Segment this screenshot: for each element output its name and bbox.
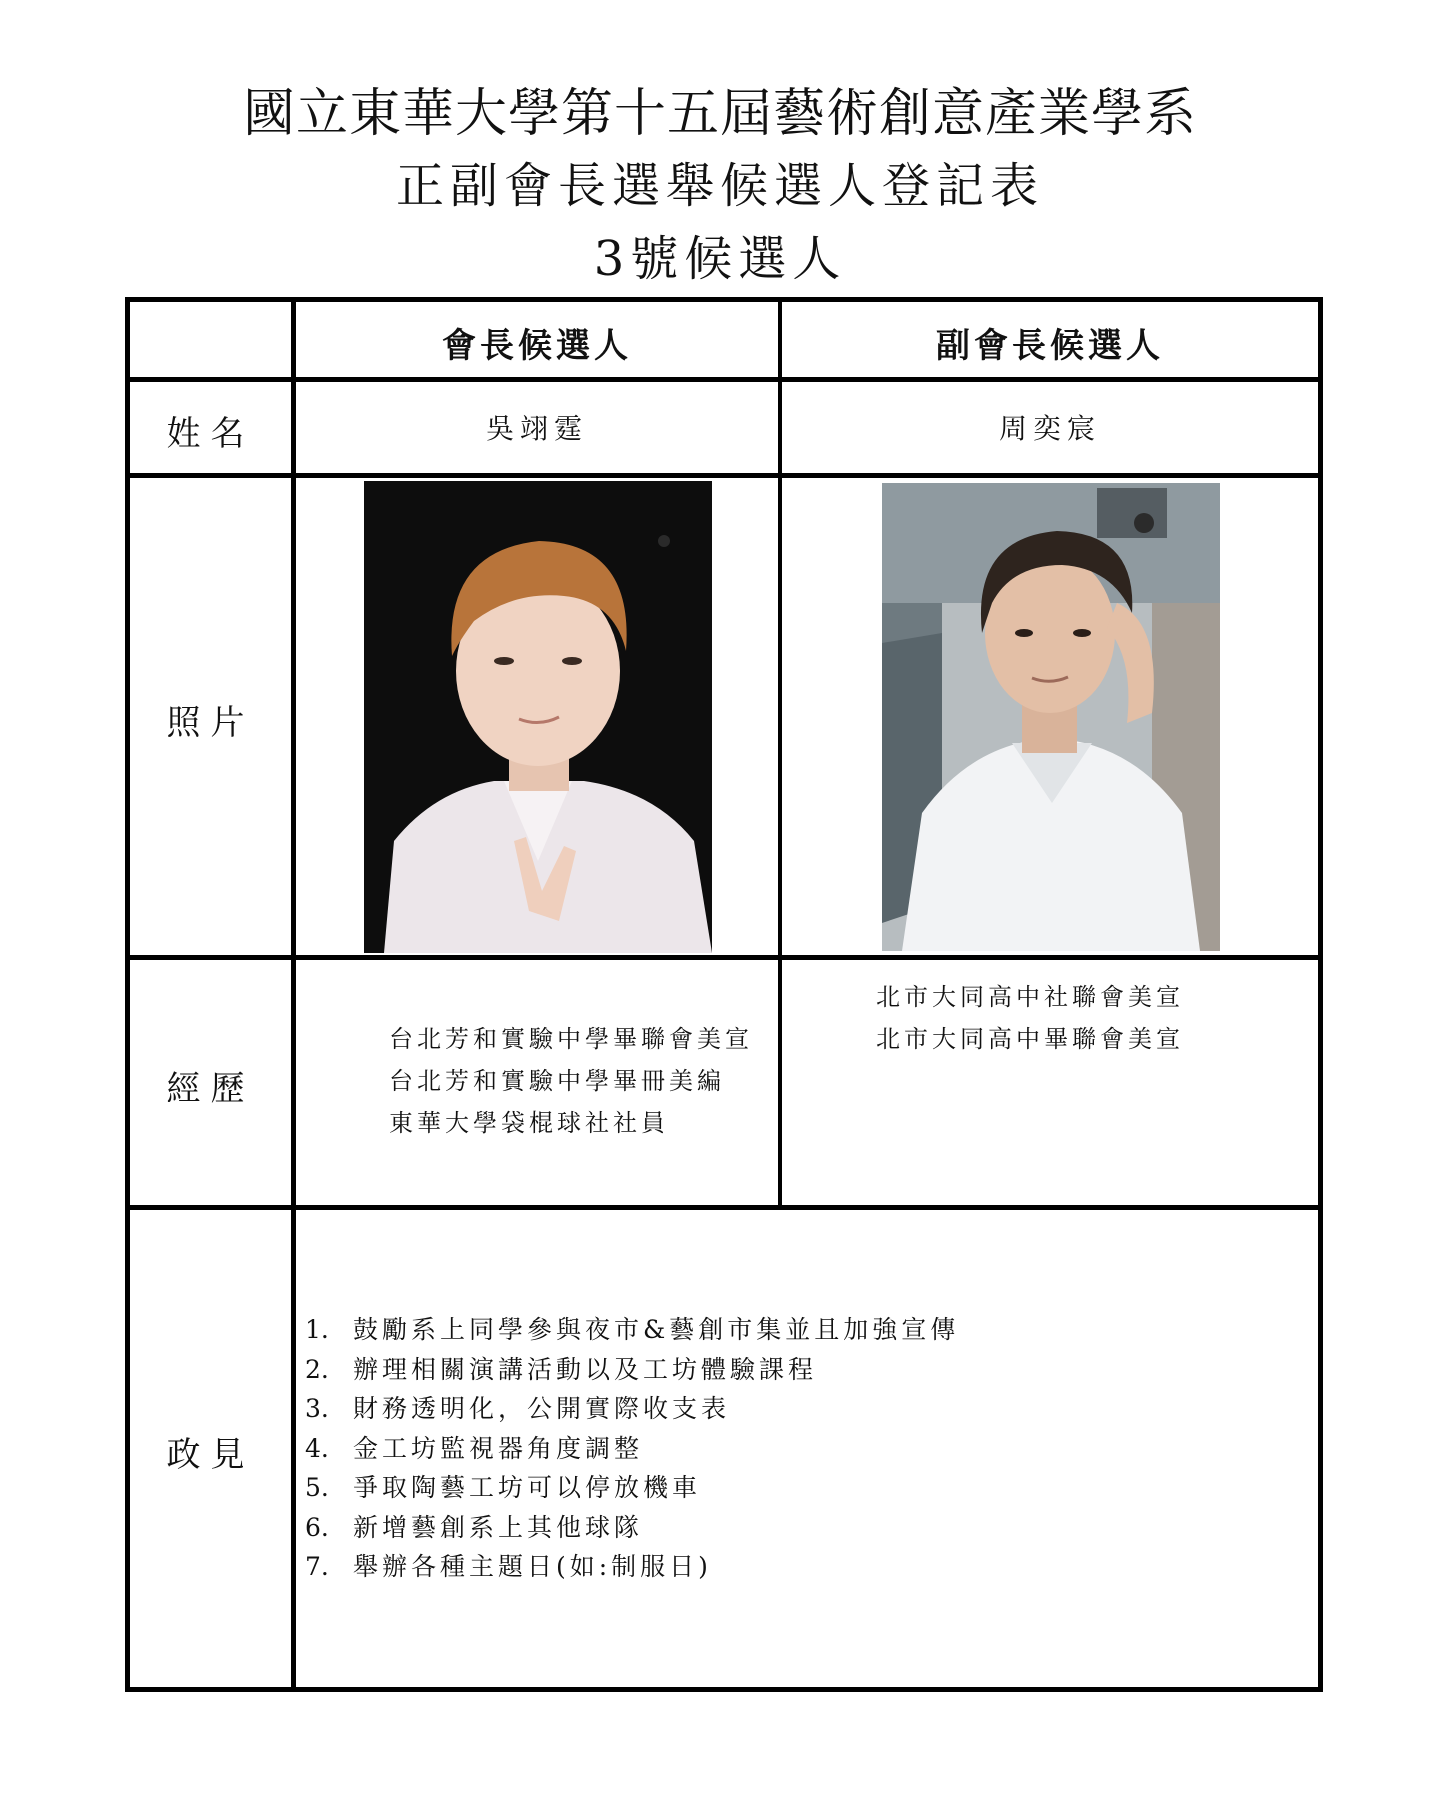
vice-experience-item: 北市大同高中畢聯會美宣: [876, 1025, 1184, 1053]
portrait-night-icon: [364, 481, 712, 953]
policy-number: 6.: [305, 1512, 329, 1542]
policy-item: [305, 1547, 959, 1587]
policy-list: [305, 1310, 959, 1587]
president-experience-item: 東華大學袋棍球社社員: [389, 1109, 669, 1137]
portrait-street-icon: [882, 483, 1220, 951]
vice-president-name: 周奕宸: [998, 412, 1101, 445]
policy-text: 新增藝創系上其他球隊: [353, 1512, 644, 1542]
president-photo: [364, 481, 712, 953]
policy-text: 鼓勵系上同學參與夜市&藝創市集並且加強宣傳: [353, 1315, 960, 1344]
policy-number: 5.: [305, 1473, 329, 1502]
label-photo: 照片: [166, 702, 255, 743]
policy-number: 2.: [305, 1354, 329, 1384]
president-experience-list: [389, 1018, 753, 1144]
candidate-number: 3號候選人: [593, 231, 847, 287]
policy-text: 爭取陶藝工坊可以停放機車: [353, 1473, 702, 1502]
policy-item: [305, 1389, 959, 1429]
policy-item: [305, 1310, 959, 1350]
policy-item: [305, 1468, 959, 1508]
row-divider-photo: [125, 955, 1323, 960]
form-subtitle: 正副會長選舉候選人登記表: [395, 158, 1044, 214]
label-experience: 經歷: [166, 1068, 255, 1109]
label-name: 姓名: [166, 413, 255, 454]
label-column-divider: [291, 297, 296, 1692]
policy-text: 金工坊監視器角度調整: [353, 1433, 644, 1463]
row-divider-name: [125, 473, 1323, 478]
policy-number: 4.: [305, 1433, 329, 1463]
table-border-bottom: [125, 1687, 1323, 1692]
policy-text: 財務透明化，公開實際收支表: [353, 1394, 731, 1423]
policy-number: 7.: [305, 1552, 329, 1581]
vice-experience-list: [876, 976, 1184, 1060]
form-title: 國立東華大學第十五屆藝術創意產業學系: [242, 84, 1197, 144]
policy-text: 辦理相關演講活動以及工坊體驗課程: [353, 1354, 818, 1384]
header-vice-president: 副會長候選人: [936, 325, 1164, 366]
policy-item: [305, 1429, 959, 1469]
vice-experience-item: 北市大同高中社聯會美宣: [876, 983, 1184, 1011]
policy-number: 3.: [305, 1394, 329, 1423]
policy-text: 舉辦各種主題日(如:制服日): [353, 1552, 712, 1581]
label-policy: 政見: [166, 1434, 255, 1475]
vice-president-photo: [882, 483, 1220, 951]
header-president: 會長候選人: [442, 325, 632, 366]
row-divider-experience: [125, 1205, 1323, 1210]
policy-number: 1.: [305, 1315, 329, 1344]
policy-item: [305, 1508, 959, 1548]
president-name: 吳翊霆: [485, 412, 588, 445]
table-border-right: [1318, 297, 1323, 1692]
president-experience-item: 台北芳和實驗中學畢冊美編: [389, 1067, 725, 1095]
president-experience-item: 台北芳和實驗中學畢聯會美宣: [389, 1025, 753, 1053]
policy-item: [305, 1350, 959, 1390]
